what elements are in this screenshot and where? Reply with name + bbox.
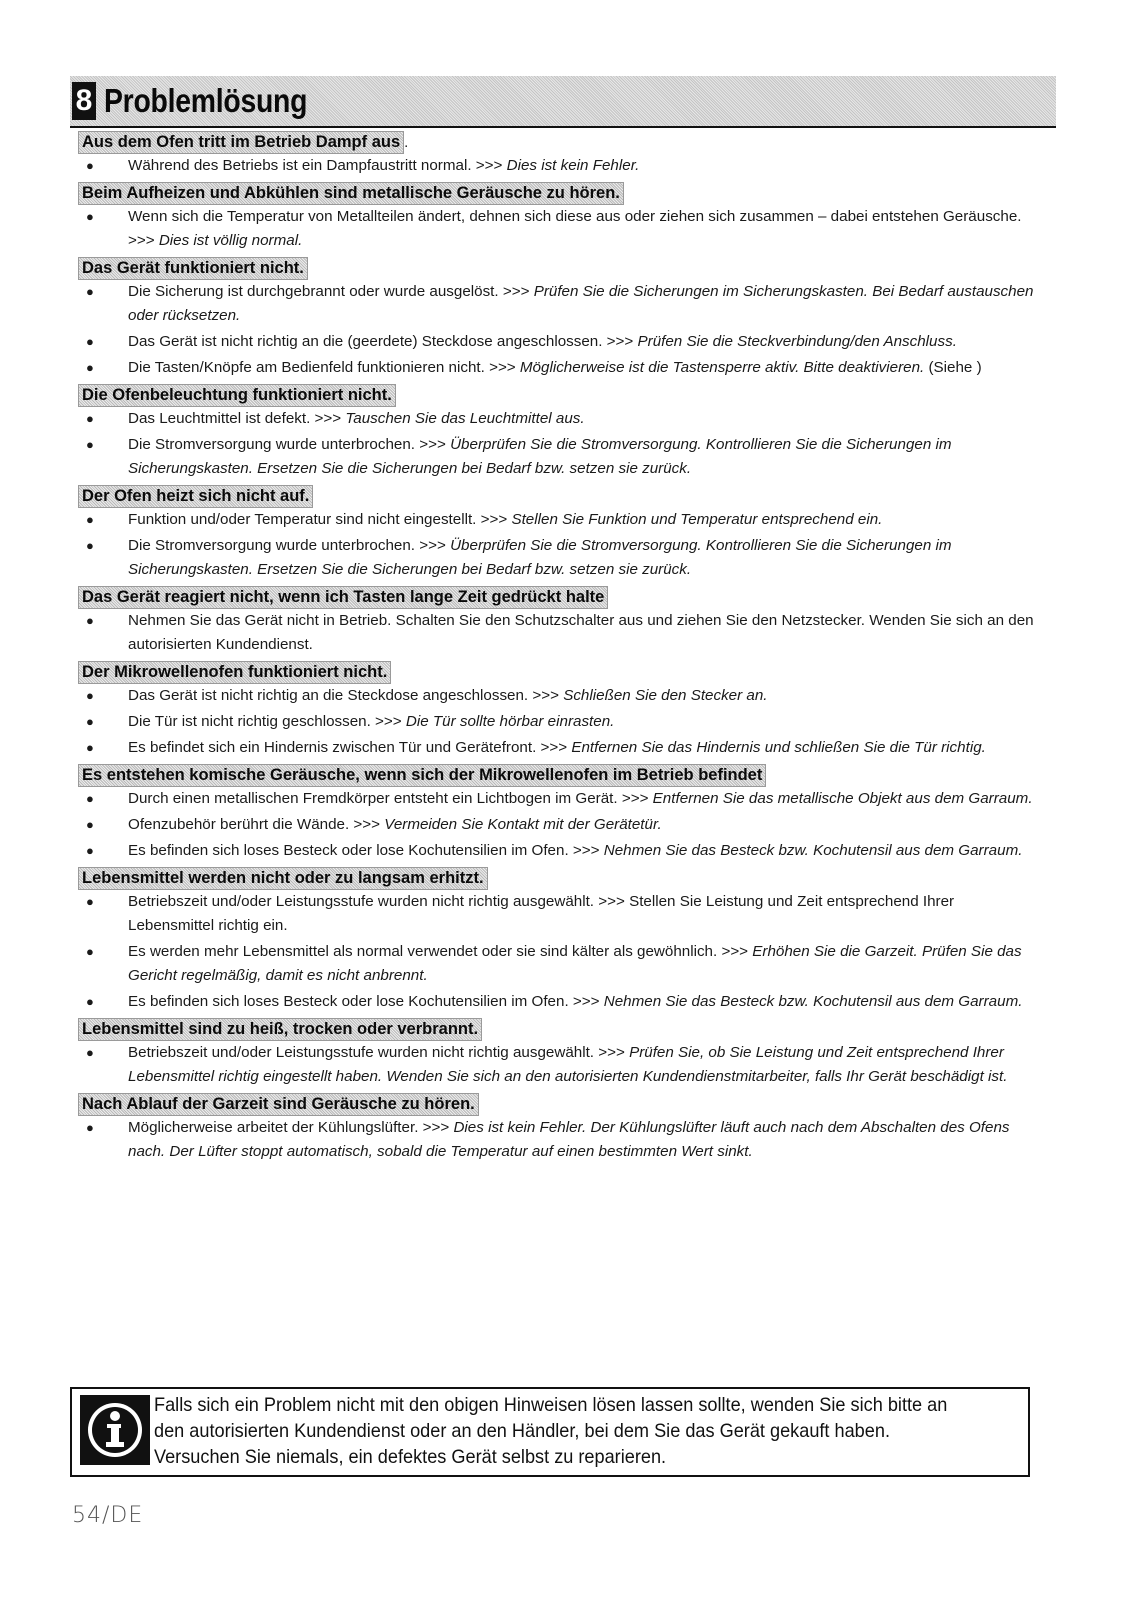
- bullet-icon: ●: [86, 512, 94, 527]
- bullet-icon: ●: [86, 158, 94, 173]
- item-remedy-text: Nehmen Sie das Besteck bzw. Kochutensil aus dem Garraum.: [603, 842, 1023, 859]
- bullet-icon: ●: [86, 994, 94, 1009]
- list-item: [80, 356, 1040, 380]
- item-text: [128, 1116, 1040, 1164]
- bullet-icon: ●: [86, 334, 94, 349]
- problem-heading-row: [80, 584, 1040, 609]
- bullet-icon: ●: [86, 209, 94, 224]
- section-title-bar: [70, 76, 1056, 128]
- list-item: [80, 280, 1040, 328]
- item-plain-text: Funktion und/oder Temperatur sind nicht eingestellt. >>>: [128, 511, 512, 528]
- bullet-icon: ●: [86, 284, 94, 299]
- item-plain-text: Ofenzubehör berührt die Wände. >>>: [128, 816, 385, 833]
- item-remedy-text: Prüfen Sie die Steckverbindung/den Anschluss.: [637, 333, 957, 350]
- bullet-icon: ●: [86, 843, 94, 858]
- list-item: [80, 1041, 1040, 1089]
- item-remedy-text: Überprüfen Sie die Stromversorgung. Kontrollieren Sie die Sicherungen im Sicherungskasten. Ersetzen Sie die Sicherungen bei Bedarf bzw. setzen sie zurück.: [128, 537, 952, 578]
- problem-heading-row: [80, 1091, 1040, 1116]
- list-item: [80, 154, 1040, 178]
- item-plain-text: Durch einen metallischen Fremdkörper entsteht ein Lichtbogen im Gerät. >>>: [128, 790, 653, 807]
- problem-heading-row: [80, 483, 1040, 508]
- list-item: [80, 1116, 1040, 1164]
- item-remedy-text: Erhöhen Sie die Garzeit. Prüfen Sie das Gericht regelmäßig, damit es nicht anbrennt.: [128, 943, 1022, 984]
- bullet-icon: ●: [86, 688, 94, 703]
- problem-heading-row: [80, 382, 1040, 407]
- item-text: [128, 940, 1040, 988]
- item-text: [128, 684, 1040, 708]
- item-plain-text: Nehmen Sie das Gerät nicht in Betrieb. Schalten Sie den Schutzschalter aus und ziehen Sie den Netzstecker. Wenden Sie sich an den autorisierten Kundendienst.: [128, 612, 1034, 653]
- item-remedy-text: Stellen Sie Funktion und Temperatur entsprechend ein.: [511, 511, 883, 528]
- item-plain-text: Die Sicherung ist durchgebrannt oder wurde ausgelöst. >>>: [128, 283, 534, 300]
- list-item: [80, 205, 1040, 253]
- problem-heading: Der Mikrowellenofen funktioniert nicht.: [78, 661, 391, 684]
- problem-heading: Die Ofenbeleuchtung funktioniert nicht.: [78, 384, 396, 407]
- heading-trail: .: [404, 134, 409, 151]
- bullet-icon: ●: [86, 538, 94, 553]
- item-plain-text: Das Leuchtmittel ist defekt. >>>: [128, 410, 346, 427]
- problem-heading: Aus dem Ofen tritt im Betrieb Dampf aus: [78, 131, 404, 154]
- item-text: [128, 890, 1040, 938]
- section-number: 8: [72, 82, 96, 120]
- item-text: [128, 990, 1040, 1014]
- item-plain-text: Während des Betriebs ist ein Dampfaustritt normal. >>>: [128, 157, 507, 174]
- item-text: [128, 609, 1040, 657]
- info-icon-glyph: [86, 1401, 144, 1459]
- bullet-icon: ●: [86, 1120, 94, 1135]
- bullet-icon: ●: [86, 437, 94, 452]
- item-text: [128, 1041, 1040, 1089]
- item-plain-text: Es befindet sich ein Hindernis zwischen Tür und Gerätefront. >>>: [128, 739, 572, 756]
- bullet-icon: ●: [86, 1045, 94, 1060]
- list-item: [80, 609, 1040, 657]
- list-item: [80, 684, 1040, 708]
- bullet-icon: ●: [86, 791, 94, 806]
- item-plain-text: Es befinden sich loses Besteck oder lose Kochutensilien im Ofen. >>>: [128, 842, 604, 859]
- item-remedy-text: Nehmen Sie das Besteck bzw. Kochutensil aus dem Garraum.: [603, 993, 1023, 1010]
- list-item: [80, 508, 1040, 532]
- troubleshooting-list: [80, 129, 1040, 1166]
- list-item: [80, 839, 1040, 863]
- item-plain-text: Möglicherweise arbeitet der Kühlungslüfter. >>>: [128, 1119, 454, 1136]
- problem-heading: Lebensmittel sind zu heiß, trocken oder verbrannt.: [78, 1018, 482, 1041]
- list-item: [80, 407, 1040, 431]
- item-remedy-text: Entfernen Sie das Hindernis und schließen Sie die Tür richtig.: [571, 739, 986, 756]
- item-text: [128, 154, 1040, 178]
- item-text: [128, 508, 1040, 532]
- bullet-icon: ●: [86, 714, 94, 729]
- bullet-icon: ●: [86, 944, 94, 959]
- bullet-icon: ●: [86, 360, 94, 375]
- item-remedy-text: Überprüfen Sie die Stromversorgung. Kontrollieren Sie die Sicherungen im Sicherungskasten. Ersetzen Sie die Sicherungen bei Bedarf bzw. setzen sie zurück.: [128, 436, 952, 477]
- problem-heading-row: [80, 180, 1040, 205]
- item-text: [128, 280, 1040, 328]
- problem-heading: Lebensmittel werden nicht oder zu langsam erhitzt.: [78, 867, 488, 890]
- item-plain-text: Wenn sich die Temperatur von Metallteilen ändert, dehnen sich diese aus oder ziehen sich zusammen – dabei entstehen Geräusche. >>>: [128, 208, 1022, 249]
- problem-heading: Es entstehen komische Geräusche, wenn sich der Mikrowellenofen im Betrieb befindet: [78, 764, 766, 787]
- item-remedy-text: Schließen Sie den Stecker an.: [563, 687, 768, 704]
- list-item: [80, 330, 1040, 354]
- problem-heading-row: [80, 129, 1040, 154]
- item-plain-text: Die Tür ist nicht richtig geschlossen. >>>: [128, 713, 406, 730]
- item-remedy-text: Vermeiden Sie Kontakt mit der Gerätetür.: [384, 816, 662, 833]
- item-plain-text: Betriebszeit und/oder Leistungsstufe wurden nicht richtig ausgewählt. >>> Stellen Sie Leistung und Zeit entsprechend Ihrer Lebensmittel richtig ein.: [128, 893, 955, 934]
- item-remedy-text: Prüfen Sie die Sicherungen im Sicherungskasten. Bei Bedarf austauschen oder rücksetzen.: [128, 283, 1034, 324]
- section-title: Problemlösung: [104, 82, 308, 119]
- problem-heading-row: [80, 865, 1040, 890]
- bullet-icon: ●: [86, 411, 94, 426]
- problem-heading: Nach Ablauf der Garzeit sind Geräusche zu hören.: [78, 1093, 479, 1116]
- list-item: [80, 534, 1040, 582]
- bullet-icon: ●: [86, 740, 94, 755]
- problem-heading-row: [80, 762, 1040, 787]
- problem-heading-row: [80, 659, 1040, 684]
- item-text: [128, 433, 1040, 481]
- problem-heading: Der Ofen heizt sich nicht auf.: [78, 485, 313, 508]
- problem-heading: Das Gerät funktioniert nicht.: [78, 257, 308, 280]
- item-text: [128, 839, 1040, 863]
- list-item: [80, 813, 1040, 837]
- item-remedy-text: Möglicherweise ist die Tastensperre aktiv. Bitte deaktivieren.: [519, 359, 925, 376]
- item-plain-text: Die Stromversorgung wurde unterbrochen. >>>: [128, 537, 451, 554]
- item-text: [128, 787, 1040, 811]
- item-text: [128, 813, 1040, 837]
- item-plain-text: Das Gerät ist nicht richtig an die (geerdete) Steckdose angeschlossen. >>>: [128, 333, 638, 350]
- item-text: [128, 710, 1040, 734]
- item-remedy-text: Die Tür sollte hörbar einrasten.: [405, 713, 615, 730]
- item-text: [128, 356, 1040, 380]
- bullet-icon: ●: [86, 613, 94, 628]
- item-remedy-text: Prüfen Sie, ob Sie Leistung und Zeit entsprechend Ihrer Lebensmittel richtig eingestellt haben. Wenden Sie sich an den autorisierten Kundendienstmitarbeiter, falls Ihr Gerät beschädigt ist.: [128, 1044, 1008, 1085]
- item-remedy-text: Dies ist kein Fehler. Der Kühlungslüfter läuft auch nach dem Abschalten des Ofens nach. Der Lüfter stoppt automatisch, sobald die Temperatur auf einen bestimmten Wert sinkt.: [128, 1119, 1010, 1160]
- item-remedy-text: Dies ist kein Fehler.: [506, 157, 640, 174]
- bullet-icon: ●: [86, 894, 94, 909]
- item-text: [128, 534, 1040, 582]
- item-plain-text: Es befinden sich loses Besteck oder lose Kochutensilien im Ofen. >>>: [128, 993, 604, 1010]
- list-item: [80, 710, 1040, 734]
- list-item: [80, 736, 1040, 760]
- info-icon: [80, 1395, 150, 1465]
- list-item: [80, 990, 1040, 1014]
- problem-heading: Beim Aufheizen und Abkühlen sind metallische Geräusche zu hören.: [78, 182, 624, 205]
- item-plain-text: Die Tasten/Knöpfe am Bedienfeld funktionieren nicht. >>>: [128, 359, 520, 376]
- item-remedy-text: Dies ist völlig normal.: [158, 232, 303, 249]
- info-note: [70, 1387, 1030, 1477]
- item-plain-text: Es werden mehr Lebensmittel als normal verwendet oder sie sind kälter als gewöhnlich. >>>: [128, 943, 753, 960]
- item-remedy-text: Entfernen Sie das metallische Objekt aus dem Garraum.: [652, 790, 1033, 807]
- item-plain-text: Betriebszeit und/oder Leistungsstufe wurden nicht richtig ausgewählt. >>>: [128, 1044, 630, 1061]
- item-text: [128, 736, 1040, 760]
- list-item: [80, 787, 1040, 811]
- problem-heading-row: [80, 1016, 1040, 1041]
- item-text: [128, 205, 1040, 253]
- list-item: [80, 433, 1040, 481]
- note-text: Falls sich ein Problem nicht mit den obigen Hinweisen lösen lassen sollte, wenden Sie sich bitte an den autorisierten Kundendienst oder an den Händler, bei dem Sie das Gerät gekauft haben. Versuchen Sie niemals, ein defektes Gerät selbst zu reparieren.: [154, 1394, 948, 1468]
- item-remedy-text: Tauschen Sie das Leuchtmittel aus.: [345, 410, 585, 427]
- item-text: [128, 407, 1040, 431]
- page-number: 54/DE: [72, 1503, 144, 1528]
- item-plain-text: Die Stromversorgung wurde unterbrochen. >>>: [128, 436, 451, 453]
- item-plain-text: Das Gerät ist nicht richtig an die Steckdose angeschlossen. >>>: [128, 687, 564, 704]
- bullet-icon: ●: [86, 817, 94, 832]
- item-reference-text: (Siehe ): [924, 359, 982, 376]
- list-item: [80, 940, 1040, 988]
- item-text: [128, 330, 1040, 354]
- list-item: [80, 890, 1040, 938]
- problem-heading: Das Gerät reagiert nicht, wenn ich Tasten lange Zeit gedrückt halte: [78, 586, 608, 609]
- problem-heading-row: [80, 255, 1040, 280]
